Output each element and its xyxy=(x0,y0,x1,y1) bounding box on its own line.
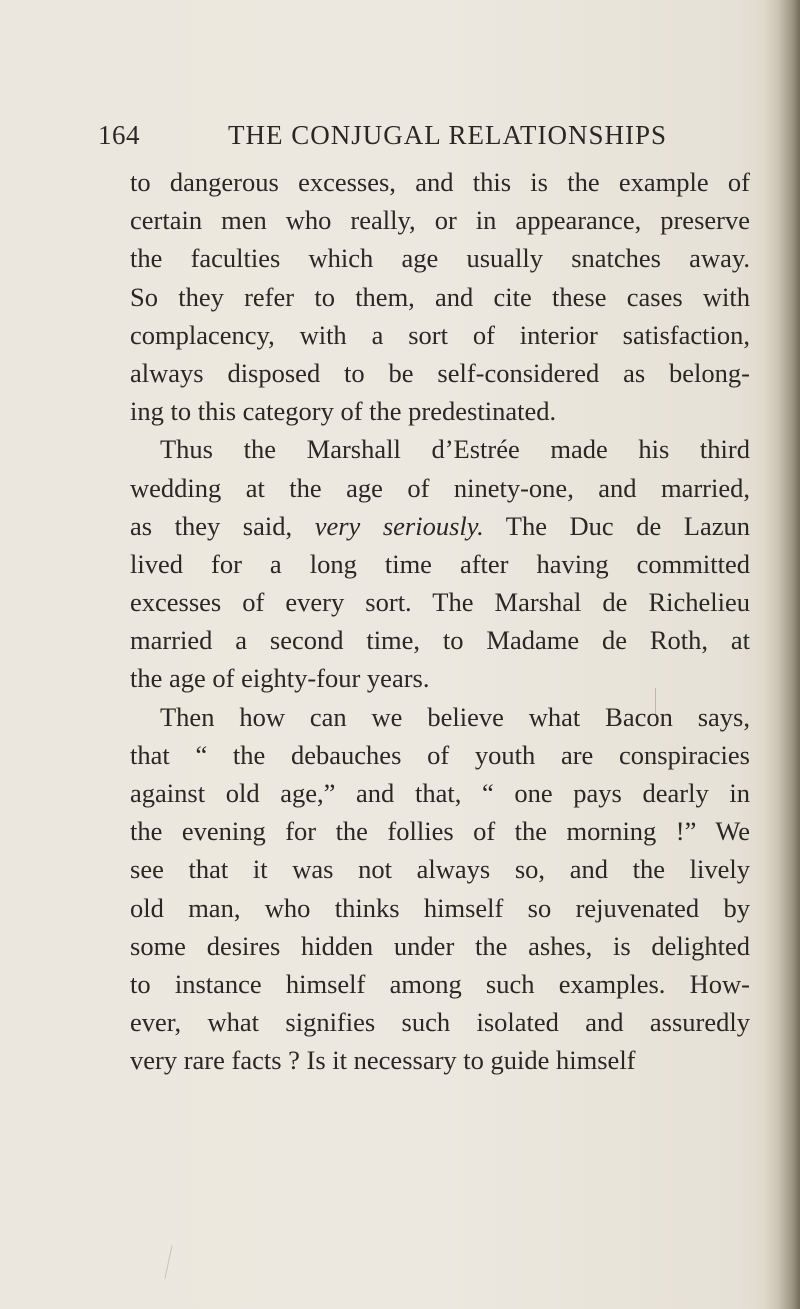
running-head: THE CONJUGAL RELATIONSHIPS xyxy=(228,120,668,150)
text-line: Then how can we believe what Bacon says, xyxy=(160,701,750,732)
text-line-mixed xyxy=(130,507,750,545)
text-line: to dangerous excesses, and this is the example of xyxy=(130,167,750,197)
text-line: Thus the Marshall d’Estrée made his third xyxy=(160,434,750,465)
text-line: see that it was not always so, and the lively xyxy=(130,854,750,885)
text-line: the age of eighty-four years. xyxy=(130,663,430,694)
text-line: to instance himself among such examples. How- xyxy=(130,968,750,999)
text-line: very rare facts ? Is it necessary to guide himself xyxy=(130,1045,636,1076)
text-line: always disposed to be self-considered as belong- xyxy=(130,357,750,388)
text-line: the faculties which age usually snatches away. xyxy=(130,243,750,274)
text-line: So they refer to them, and cite these cases with xyxy=(130,281,750,312)
text-line: certain men who really, or in appearance, preserve xyxy=(130,205,750,236)
text-line: some desires hidden under the ashes, is delighted xyxy=(130,930,750,961)
body-text xyxy=(130,163,750,1080)
paper-blemish xyxy=(164,1245,172,1278)
text-segment: The Duc de Lazun xyxy=(483,510,751,541)
text-line: that “ the debauches of youth are conspiracies xyxy=(130,739,750,770)
text-line: married a second time, to Madame de Roth, at xyxy=(130,625,750,656)
text-line: lived for a long time after having committed xyxy=(130,548,750,579)
paper-blemish xyxy=(655,688,656,714)
text-line: excesses of every sort. The Marshal de Richelieu xyxy=(130,587,750,618)
text-line: wedding at the age of ninety-one, and married, xyxy=(130,472,750,503)
text-line: ever, what signifies such isolated and assuredly xyxy=(130,1007,750,1038)
text-line: against old age,” and that, “ one pays dearly in xyxy=(130,778,750,808)
text-segment: as they said, xyxy=(130,510,315,541)
text-line: ing to this category of the predestinated. xyxy=(130,396,557,427)
page-header xyxy=(98,120,738,160)
text-line: complacency, with a sort of interior satisfaction, xyxy=(130,319,750,350)
italic-phrase: very seriously. xyxy=(314,510,484,541)
page-number: 164 xyxy=(98,120,140,150)
text-line: the evening for the follies of the morning !” We xyxy=(130,816,750,847)
text-line: old man, who thinks himself so rejuvenated by xyxy=(130,892,750,923)
page-edge-shadow xyxy=(764,0,800,1309)
